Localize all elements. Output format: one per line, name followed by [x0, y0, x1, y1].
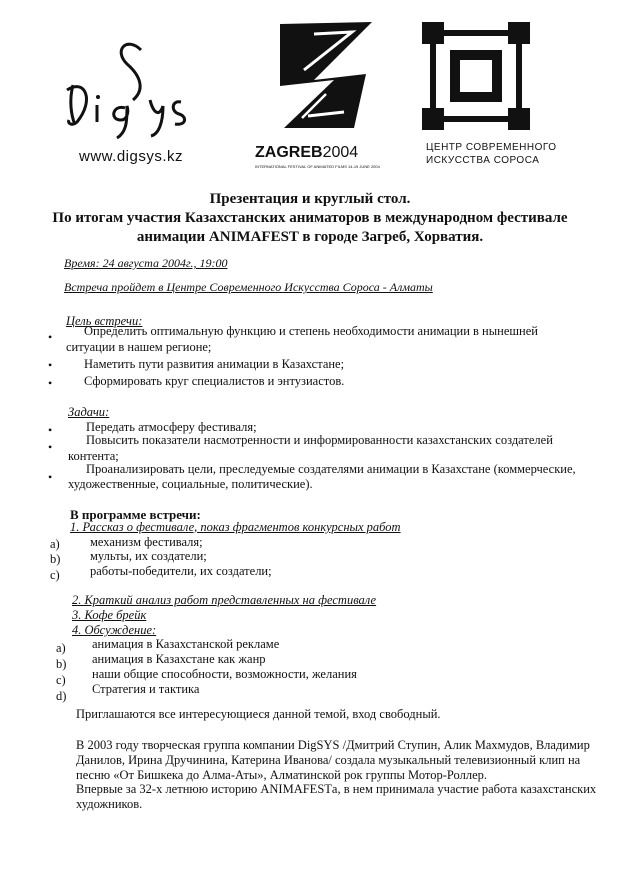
zagreb-caption: INTERNATIONAL FESTIVAL OF ANIMATED FILMS 14-19 JUNE 2004	[255, 164, 380, 169]
invitation-text: Приглашаются все интересующиеся данной темой, вход свободный.	[76, 707, 441, 721]
program-item-3: 3. Кофе брейк	[72, 608, 147, 622]
program-heading: В программе встречи:	[70, 507, 201, 522]
bullet-icon: •	[48, 330, 53, 344]
bullet-icon: •	[48, 358, 53, 372]
tasks-heading: Задачи:	[68, 405, 110, 419]
sub-item: анимация в Казахстанской рекламе	[92, 637, 280, 651]
digsys-url: www.digsys.kz	[79, 148, 184, 165]
bullet-icon: •	[48, 376, 53, 390]
goal-item: Сформировать круг специалистов и энтузиастов.	[84, 374, 345, 388]
sub-marker: c)	[56, 673, 66, 687]
task-item-cont: художественные, социальные, политические).	[68, 477, 313, 491]
soros-logo	[420, 20, 557, 170]
sub-marker: c)	[50, 568, 60, 582]
task-item-cont: контента;	[68, 449, 119, 463]
soros-name-line1: ЦЕНТР СОВРЕМЕННОГО	[426, 142, 557, 153]
meeting-time: Время: 24 августа 2004г., 19:00	[64, 256, 228, 270]
meeting-venue: Встреча пройдет в Центре Современного Искусства Сороса - Алматы	[64, 280, 433, 294]
bullet-icon: •	[48, 470, 53, 484]
sub-item: работы-победители, их создатели;	[90, 564, 272, 578]
zagreb-name: ZAGREB	[255, 144, 323, 161]
task-item: Проанализировать цели, преследуемые создателями анимации в Казахстане (коммерческие,	[86, 462, 576, 476]
bullet-icon: •	[48, 440, 53, 454]
sub-marker: b)	[56, 657, 67, 671]
sub-item: Стратегия и тактика	[92, 682, 200, 696]
goal-item: Определить оптимальную функцию и степень необходимости анимации в нынешней	[84, 324, 538, 338]
title-line-2: По итогам участия Казахстанских аниматоров в международном фестивале	[52, 210, 568, 226]
goal-item-cont: ситуации в нашем регионе;	[66, 340, 212, 354]
zagreb-z-icon	[274, 20, 384, 132]
sub-item: механизм фестиваля;	[90, 535, 203, 549]
program-item-4: 4. Обсуждение:	[72, 623, 157, 637]
digsys-logo	[55, 30, 205, 170]
sub-marker: b)	[50, 552, 61, 566]
soros-grid-icon	[420, 20, 532, 132]
history-line: художников.	[76, 797, 143, 811]
program-item-2: 2. Краткий анализ работ представленных на фестивале	[72, 593, 377, 607]
goals-heading: Цель встречи:	[66, 314, 143, 328]
history-line: песню «От Бишкека до Алма-Аты», Алматинской рок группы Мотор-Роллер.	[76, 768, 488, 782]
history-line: Данилов, Ирина Дручинина, Катерина Иванова/ создала музыкальный телевизионный клип на	[76, 753, 581, 767]
bullet-icon: •	[48, 423, 53, 437]
digsys-signature-icon	[55, 30, 205, 140]
program-item-1: 1. Рассказ о фестивале, показ фрагментов конкурсных работ	[70, 520, 401, 534]
goal-item: Наметить пути развития анимации в Казахстане;	[84, 357, 345, 371]
sub-marker: a)	[50, 537, 60, 551]
sub-item: мульты, их создатели;	[90, 549, 207, 563]
history-line: В 2003 году творческая группа компании DigSYS /Дмитрий Ступин, Алик Махмудов, Владимир	[76, 738, 590, 752]
task-item: Повысить показатели насмотренности и информированности казахстанских создателей	[86, 433, 553, 447]
zagreb-logo	[252, 20, 380, 170]
history-line: Впервые за 32-х летнюю историю ANIMAFESTа, в нем принимала участие работа казахстанских	[76, 782, 597, 796]
sub-item: наши общие способности, возможности, желания	[92, 667, 357, 681]
title-line-1: Презентация и круглый стол.	[209, 191, 411, 207]
title-line-3: анимации ANIMAFEST в городе Загреб, Хорватия.	[136, 229, 484, 245]
sub-marker: d)	[56, 689, 67, 703]
sub-marker: a)	[56, 641, 66, 655]
soros-name-line2: ИСКУССТВА СОРОСА	[426, 155, 540, 166]
sub-item: анимация в Казахстане как жанр	[92, 652, 266, 666]
task-item: Передать атмосферу фестиваля;	[86, 420, 257, 434]
zagreb-year: 2004	[322, 144, 359, 161]
